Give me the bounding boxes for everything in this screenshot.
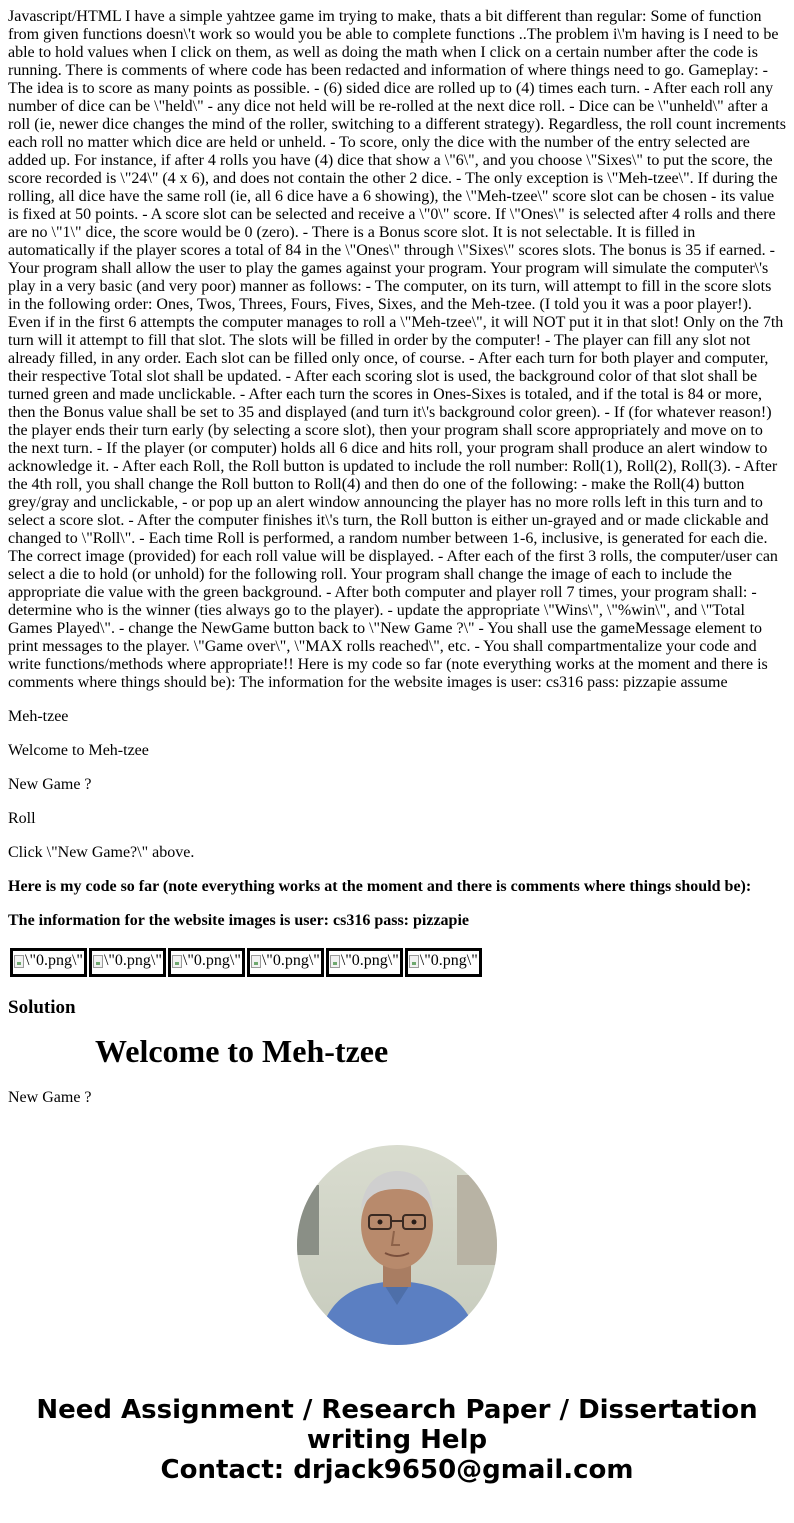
question-text: Javascript/HTML I have a simple yahtzee game im trying to make, thats a bit different than regular: Some of function from given functions doesn\'t work so would you be able to complete functions ..The problem i\'m having is I need to be able to hold values when I click on them, as well as doing the math when I click on a certain number after the code is running. There is comments of where code has been redacted and information of where things need to go. Gameplay: - The idea is to score as many points as possible. - (6) sided dice are rolled up to (4) times each turn. - After each roll any number of dice can be \"held\" - any dice not held will be re-rolled at the next dice roll. - Dice can be \"unheld\" after a roll (ie, newer dice changes the mind of the roller, switching to a different strategy). Regardless, the roll count increments each roll no matter which dice are held or unheld. - To score, only the dice with the number of the entry selected are added up. For instance, if after 4 rolls you have (4) dice that show a \"6\", and you choose \"Sixes\" to put the score, the score recorded is \"24\" (4 x 6), and does not contain the other 2 dice. - The only exception is \"Meh-tzee\". If during the rolling, all dice have the same roll (ie, all 6 dice have a 6 showing), the \"Meh-tzee\" score slot can be chosen - its value is fixed at 50 points. - A score slot can be selected and receive a \"0\" score. If \"Ones\" is selected after 4 rolls and there are no \"1\" dice, the score would be 0 (zero). - There is a Bonus score slot. It is not selectable. It is filled in automatically if the player scores a total of 84 in the \"Ones\" through \"Sixes\" scores slots. The bonus is 35 if earned. - Your program shall allow the user to play the games against your program. Your program will simulate the computer\'s play in a very basic (and very poor) manner as follows: - The computer, on its turn, will attempt to fill in the score slots in the following order: Ones, Twos, Threes, Fours, Fives, Sixes, and the Meh-tzee. (I told you it was a poor player!). Even if in the first 6 attempts the computer manages to roll a \"Meh-tzee\", it will NOT put it in that slot! Only on the 7th turn will it attempt to fill that slot. The slots will be filled in order by the computer! - The player can fill any slot not already filled, in any order. Each slot can be filled only once, of course. - After each turn for both player and computer, their respective Total slot shall be updated. - After each scoring slot is used, the background color of that slot shall be turned green and made unclickable. - After each turn the scores in Ones-Sixes is totaled, and if the total is 84 or more, then the Bonus value shall be set to 35 and displayed (and turn it\'s background color green). - If (for whatever reason!) the player ends their turn early (by selecting a score slot), then your program shall score appropriately and move on to the next turn. - If the player (or computer) holds all 6 dice and hits roll, your program shall produce an alert window to acknowledge it. - After each Roll, the Roll button is updated to include the roll number: Roll(1), Roll(2), Roll(3). - After the 4th roll, you shall change the Roll button to Roll(4) and then do one of the following: - make the Roll(4) button grey/gray and unclickable, - or pop up an alert window announcing the player has no more rolls left in this turn and to select a score slot. - After the computer finishes it\'s turn, the Roll button is either un-grayed and or made clickable and changed to \"Roll\". - Each time Roll is performed, a random number between 1-6, inclusive, is generated for each die. The correct image (provided) for each roll value will be displayed. - After each of the first 3 rolls, the computer/user can select a die to hold (or unhold) for the following roll. Your program shall change the image of each to include the appropriate die value with the green background. - After both computer and player roll 7 times, your program shall: - determine who is the winner (ties always go to the player). - update the appropriate \"Wins\", \"%win\", and \"Total Games Played\". - change the NewGame button back to \"New Game ?\" - You shall use the gameMessage element to print messages to the player. \"Game over\", \"MAX rolls reached\", etc. - You shall compartmentalize your code and write functions/methods where appropriate!! Here is my code so far (note everything works at the moment and there is comments where things should be): The information for the website images is user: cs316 pass: pizzapie assume (8, 8, 786, 691)
author-avatar (297, 1145, 497, 1345)
broken-image-icon (330, 955, 340, 968)
code-note: Here is my code so far (note everything works at the moment and there is comments where things should be): (8, 878, 752, 895)
broken-image-icon (172, 955, 182, 968)
die-alt-text: \"0.png\" (340, 952, 399, 969)
game-message: Click \"New Game?\" above. (8, 844, 195, 861)
die-alt-text: \"0.png\" (261, 952, 320, 969)
promo-contact: Contact: drjack9650@gmail.com (160, 1454, 634, 1485)
solution-new-game-button[interactable]: New Game ? (8, 1088, 92, 1106)
die-3[interactable] (168, 948, 245, 977)
page-title-text: Meh-tzee (8, 708, 69, 725)
die-alt-text: \"0.png\" (182, 952, 241, 969)
die-alt-text: \"0.png\" (419, 952, 478, 969)
promo-banner (8, 1395, 786, 1485)
new-game-button[interactable]: New Game ? (8, 776, 92, 793)
die-2[interactable] (89, 948, 166, 977)
die-1[interactable] (10, 948, 87, 977)
broken-image-icon (409, 955, 419, 968)
dice-table (8, 946, 484, 979)
broken-image-icon (93, 955, 103, 968)
die-alt-text: \"0.png\" (103, 952, 162, 969)
broken-image-icon (251, 955, 261, 968)
broken-image-icon (14, 955, 24, 968)
roll-button[interactable]: Roll (8, 810, 36, 827)
image-credentials-note: The information for the website images is user: cs316 pass: pizzapie (8, 912, 469, 929)
die-5[interactable] (326, 948, 403, 977)
die-6[interactable] (405, 948, 482, 977)
promo-line-1: Need Assignment / Research Paper / Dissertation writing Help (36, 1394, 758, 1455)
die-4[interactable] (247, 948, 324, 977)
welcome-text: Welcome to Meh-tzee (8, 742, 149, 759)
die-alt-text: \"0.png\" (25, 952, 83, 969)
solution-welcome-heading: Welcome to Meh-tzee (95, 1032, 389, 1069)
solution-heading: Solution (8, 996, 76, 1018)
